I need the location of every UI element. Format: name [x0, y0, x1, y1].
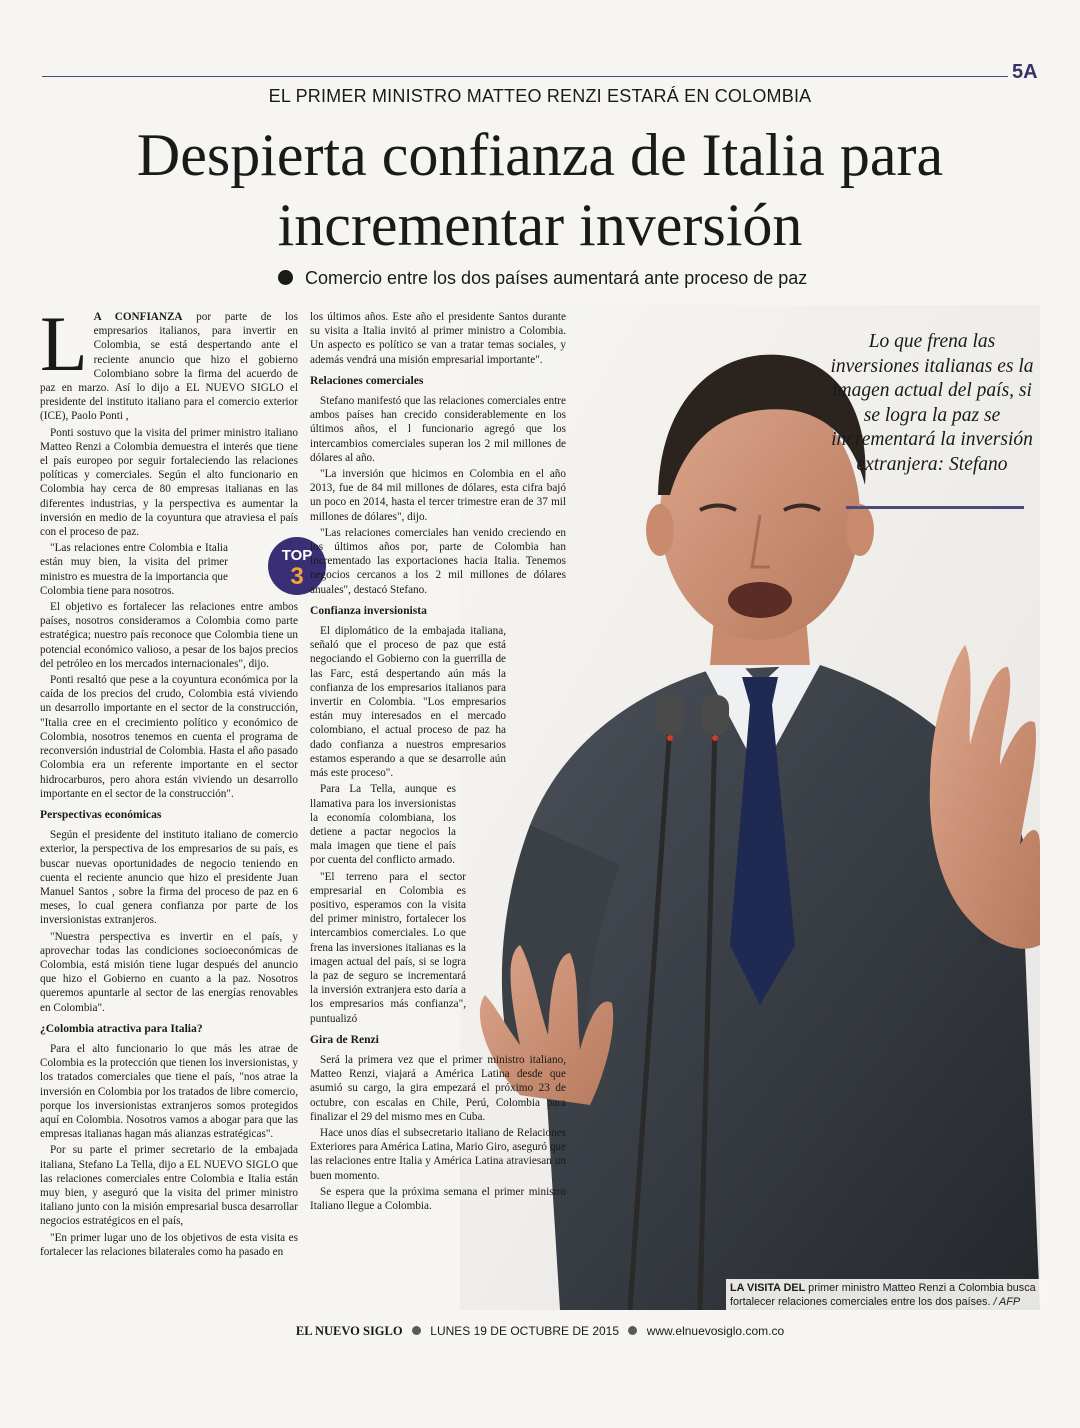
paragraph: Será la primera vez que el primer ministro italiano, Matteo Renzi, viajará a América Latina desde que asumió su cargo, la gira empezará el próximo 23 de octubre, con escalas en Chile, Perú, Colombia para finalizar el 29 del mismo mes en Cuba.	[310, 1053, 566, 1123]
headline-line1: Despierta confianza de Italia para	[136, 122, 944, 188]
paragraph: Hace unos días el subsecretario italiano de Relaciones Exteriores para América Latina, Mario Giro, aseguró que las relaciones entre Italia y América Latina atraviesan un buen momento.	[310, 1126, 566, 1182]
caption-credit: / AFP	[990, 1296, 1021, 1308]
subhead-text: Comercio entre los dos países aumentará ante proceso de paz	[305, 268, 808, 288]
subhead	[278, 268, 807, 289]
lead-rest-text: por parte de los empresarios italianos, para invertir en Colombia, se está despertando ante el reciente anuncio que hizo el gobierno Colombiano sobre la firma del acuerdo de paz en marzo. Así lo dijo a EL NUEVO SIGLO el presidente del instituto italiano para el comercio exterior (ICE), Paolo Ponti ,	[40, 311, 298, 423]
kicker: EL PRIMER MINISTRO MATTEO RENZI ESTARÁ EN COLOMBIA	[268, 86, 812, 106]
paragraph: Según el presidente del instituto italiano de comercio exterior, la perspectiva de los empresarios de su país, es buscar nuevas oportunidades de negocio teniendo en cuenta el reciente anuncio que hizo el presidente Juan Manuel Santos , sobre la firma del proceso de paz en 6 meses, lo cual genera confianza por parte de los inversionistas extranjeros.	[40, 829, 298, 927]
pull-quote: Lo que frena las inversiones italianas es la imagen actual del país, si se logra la paz se incrementará la inversión extranjera: Stefano	[830, 331, 1034, 475]
headline	[40, 120, 1040, 260]
paragraph: "Las relaciones entre Colombia e Italia están muy bien, la visita del primer ministro es muestra de la importancia que Colombia tiene para nosotros.	[40, 542, 228, 597]
footer-dot-icon	[412, 1326, 421, 1335]
paragraph: "El terreno para el sector empresarial en Colombia es positivo, esperamos con la visita del primer ministro, fortalecer los intercambios comerciales. Lo que frena las inversiones italianas es la imagen actual del país, si se logra la paz de seguro se incrementará la inversión extranjera esto daría a los empresarios más confianza", puntualizó	[310, 870, 466, 1025]
badge-top-label: TOP	[281, 547, 313, 564]
paragraph: "Nuestra perspectiva es invertir en el país, y aprovechar todas las condiciones socioeconómicas de Colombia, está misión tiene lugar después del anuncio que hizo el Gobierno en cuanto a la paz. Nosotros queremos apuntarle al sector de las energías renovables en Colombia".	[40, 930, 298, 1014]
paragraph: Stefano manifestó que las relaciones comerciales entre ambos países han crecido considerablemente en los últimos años, el l funcionario agregó que los intercambios comerciales superan los 2 mil millones de dólares al año.	[310, 395, 566, 464]
paragraph: El objetivo es fortalecer las relaciones entre ambos países, nosotros consideramos a Colombia como parte estratégica; nuestro país reconoce que Colombia tiene un potencial económico valioso, a pesar de los bajos precios del petróleo en los mercados internacionales", dijo.	[40, 601, 298, 670]
paragraph: "La inversión que hicimos en Colombia en el año 2013, fue de 84 mil millones de dólares, esta cifra bajó un poco en 2014, hasta el tercer trimestre eran de 37 mil millones de dólares", dijo.	[310, 468, 566, 523]
caption-text: primer ministro Matteo Renzi a Colombia busca fortalecer relaciones comerciales entre los dos países.	[730, 1282, 1036, 1308]
paragraph: Para La Tella, aunque es llamativa para los inversionistas la economía colombiana, los detiene a pactar negocios la mala imagen que tiene el país por cuenta del conflicto armado.	[310, 783, 456, 867]
section-heading: Perspectivas económicas	[40, 807, 162, 821]
article-column-1	[40, 310, 298, 1308]
paragraph: "Las relaciones comerciales han venido creciendo en los últimos años por, parte de Colombia han incrementado las exportaciones hacia Italia. Tenemos negocios cercanos a los 2 mil millones de dólares anuales", destacó Stefano.	[310, 526, 566, 596]
top-rule	[42, 76, 1008, 77]
paragraph: Se espera que la próxima semana el primer ministro Italiano llegue a Colombia.	[310, 1185, 566, 1212]
section-heading: Gira de Renzi	[310, 1032, 379, 1046]
lead-paragraph	[40, 310, 298, 424]
pull-quote-rule	[846, 506, 1024, 509]
bullet-icon	[278, 270, 293, 285]
section-heading: Relaciones comerciales	[310, 373, 424, 387]
dropcap: L	[40, 310, 88, 387]
paragraph: Por su parte el primer secretario de la embajada italiana, Stefano La Tella, dijo a EL NUEVO SIGLO que las relaciones comerciales entre Colombia e Italia están muy bien, y aseguró que la visita del primer ministro italiano junto con la misión empresarial busca desarrollar negocios estratégicos en el país,	[40, 1144, 298, 1228]
footer-date: LUNES 19 DE OCTUBRE DE 2015	[430, 1324, 620, 1338]
section-heading: ¿Colombia atractiva para Italia?	[40, 1021, 203, 1035]
footer-brand: EL NUEVO SIGLO	[295, 1324, 403, 1338]
badge-rank-number: 3	[290, 563, 304, 590]
article-column-2	[310, 310, 566, 1308]
headline-line2: incrementar inversión	[277, 192, 803, 258]
footer-dot-icon	[628, 1326, 637, 1335]
paragraph: los últimos años. Este año el presidente Santos durante su visita a Italia invitó al primer ministro a Colombia. Un aspecto es político se van a tratar temas sociales, y además vendrá una misión empresarial importante".	[310, 311, 566, 366]
paragraph: Para el alto funcionario lo que más les atrae de Colombia es la protección que tienen los inversionistas, y los tratados comerciales que tiene el país, "nos atrae la inversión en Colombia por los tratados de libre comercio, porque los inversionistas extranjeros somos protegidos aquí en Colombia. Nosotros vamos a abogar para que las empresas italianas hagan más alianzas estratégicas".	[40, 1042, 298, 1141]
paragraph: "En primer lugar uno de los objetivos de esta visita es fortalecer las relaciones bilaterales como ha pasado en	[40, 1231, 298, 1258]
page-footer	[0, 1324, 1080, 1339]
section-heading: Confianza inversionista	[310, 603, 427, 617]
paragraph: El diplomático de la embajada italiana, señaló que el proceso de paz que está negociando el Gobierno con la guerrilla de las Farc, está despertando aún más la confianza de los empresarios italianos para invertir en Colombia. "Los empresarios están muy interesados en el mercado colombiano, el actual proceso de paz ha dado confianza a nuestros empresarios estamos esperando a que se desarrolle aún más este proceso".	[310, 625, 506, 780]
footer-url[interactable]: www.elnuevosiglo.com.co	[646, 1324, 785, 1338]
caption-lead: LA VISITA DEL	[730, 1282, 806, 1294]
paragraph: Ponti resaltó que pese a la coyuntura económica por la caída de los precios del crudo, Colombia está viviendo un desarrollo importante en el sector de la construcción, "Italia cree en el crecimiento político y económico de Colombia, nosotros tenemos en cuenta el programa de reconversión industrial de Colombia. Hasta el año pasado Colombia era un referente importante en el sector hidrocarburos, pero ahora están viviendo un desarrollo importante en el sector de la construcción".	[40, 674, 298, 800]
page-number: 5A	[1012, 61, 1038, 83]
photo-caption	[726, 1279, 1054, 1311]
lead-bold-text: A CONFIANZA	[93, 311, 183, 323]
paragraph: Ponti sostuvo que la visita del primer ministro italiano Matteo Renzi a Colombia demuestra el interés que tiene el país europeo por seguir fortaleciendo las relaciones políticas y comerciales. Según el alto funcionario en Colombia hay cerca de 80 empresas italianas en las diferentes industrias, y la perspectiva es aumentar la inversión en medio de la coyuntura que atraviesa el país con el proceso de paz.	[40, 426, 298, 539]
